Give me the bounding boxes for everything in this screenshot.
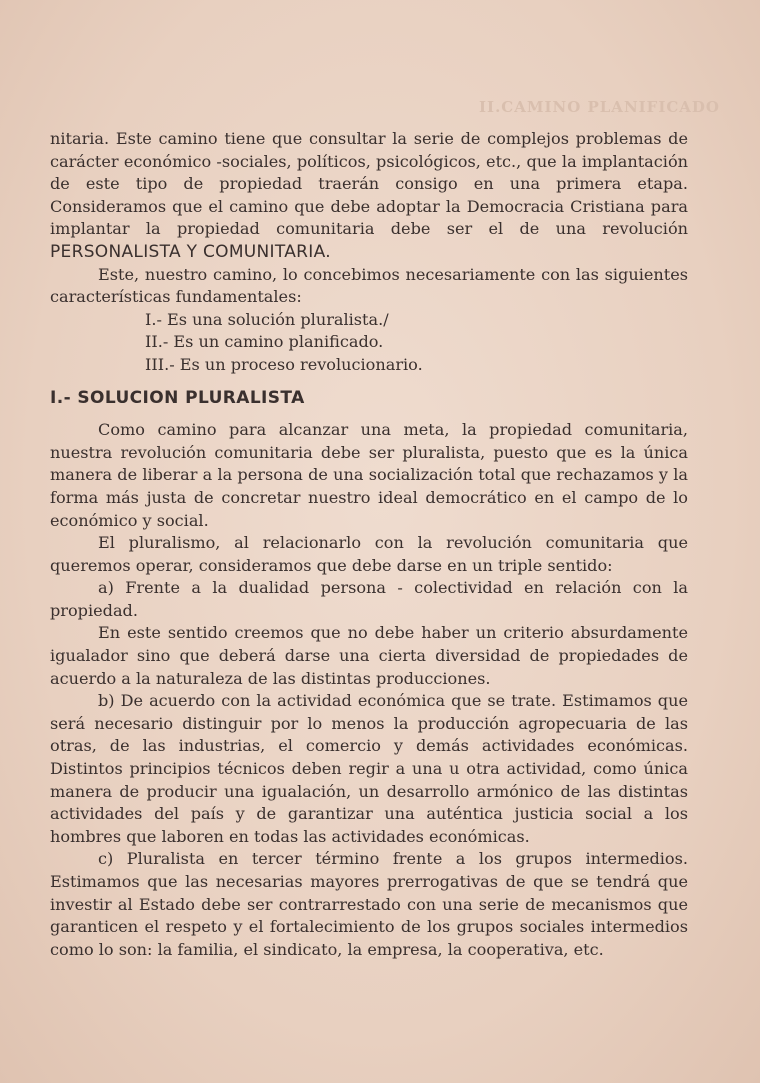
list-item: III.- Es un proceso revolucionario. — [145, 354, 423, 374]
paragraph: En este sentido creemos que no debe haber un criterio absurdamente igualador sino que deberá darse una cierta diversidad de propiedades de acuerdo a la naturaleza de las distintas producciones. — [50, 623, 688, 688]
body-text — [50, 128, 688, 961]
intro-paragraph — [50, 128, 688, 264]
paragraph: a) Frente a la dualidad persona - colectividad en relación con la propiedad. — [50, 578, 688, 620]
list-item: I.- Es una solución pluralista./ — [145, 309, 389, 329]
camino-paragraph: Este, nuestro camino, lo concebimos necesariamente con las siguientes características fundamentales: — [50, 264, 688, 307]
paragraph: El pluralismo, al relacionarlo con la revolución comunitaria que queremos operar, consideramos que debe darse en un triple sentido: — [50, 533, 688, 575]
intro-emphasis: PERSONALISTA Y COMUNITARIA. — [50, 241, 331, 262]
intro-text: nitaria. Este camino tiene que consultar la serie de complejos problemas de carácter económico -sociales, políticos, psicológicos, etc., que la implantación de este tipo de propiedad traerán consigo en una primera etapa. Consideramos que el camino que debe adoptar la Democracia Cristiana para implantar la propiedad comunitaria debe ser el de una revolución — [50, 129, 688, 239]
paragraph: b) De acuerdo con la actividad económica que se trate. Estimamos que será necesario distinguir por lo menos la producción agropecuaria de las otras, de las industrias, el comercio y demás actividades económicas. Distintos principios técnicos deben regir a una u otra actividad, como única manera de producir una igualación, un desarrollo armónico de las distintas actividades del país y de garantizar una auténtica justicia social a los hombres que laboren en todas las actividades económicas. — [50, 691, 688, 846]
bleed-through-heading: II.CAMINO PLANIFICADO — [479, 98, 720, 116]
section-heading: I.- SOLUCION PLURALISTA — [50, 387, 305, 408]
characteristics-list — [50, 309, 688, 377]
paragraph: Como camino para alcanzar una meta, la propiedad comunitaria, nuestra revolución comunitaria debe ser pluralista, puesto que es la única manera de liberar a la persona de una socialización total que rechazamos y la forma más justa de concretar nuestro ideal democrático en el campo de lo económico y social. — [50, 420, 688, 530]
paragraph: c) Pluralista en tercer término frente a los grupos intermedios. Estimamos que las necesarias mayores prerrogativas de que se tendrá que investir al Estado debe ser contrarrestado con una serie de mecanismos que garanticen el respeto y el fortalecimiento de los grupos sociales intermedios como lo son: la familia, el sindicato, la empresa, la cooperativa, etc. — [50, 849, 688, 959]
list-item: II.- Es un camino planificado. — [145, 332, 384, 352]
